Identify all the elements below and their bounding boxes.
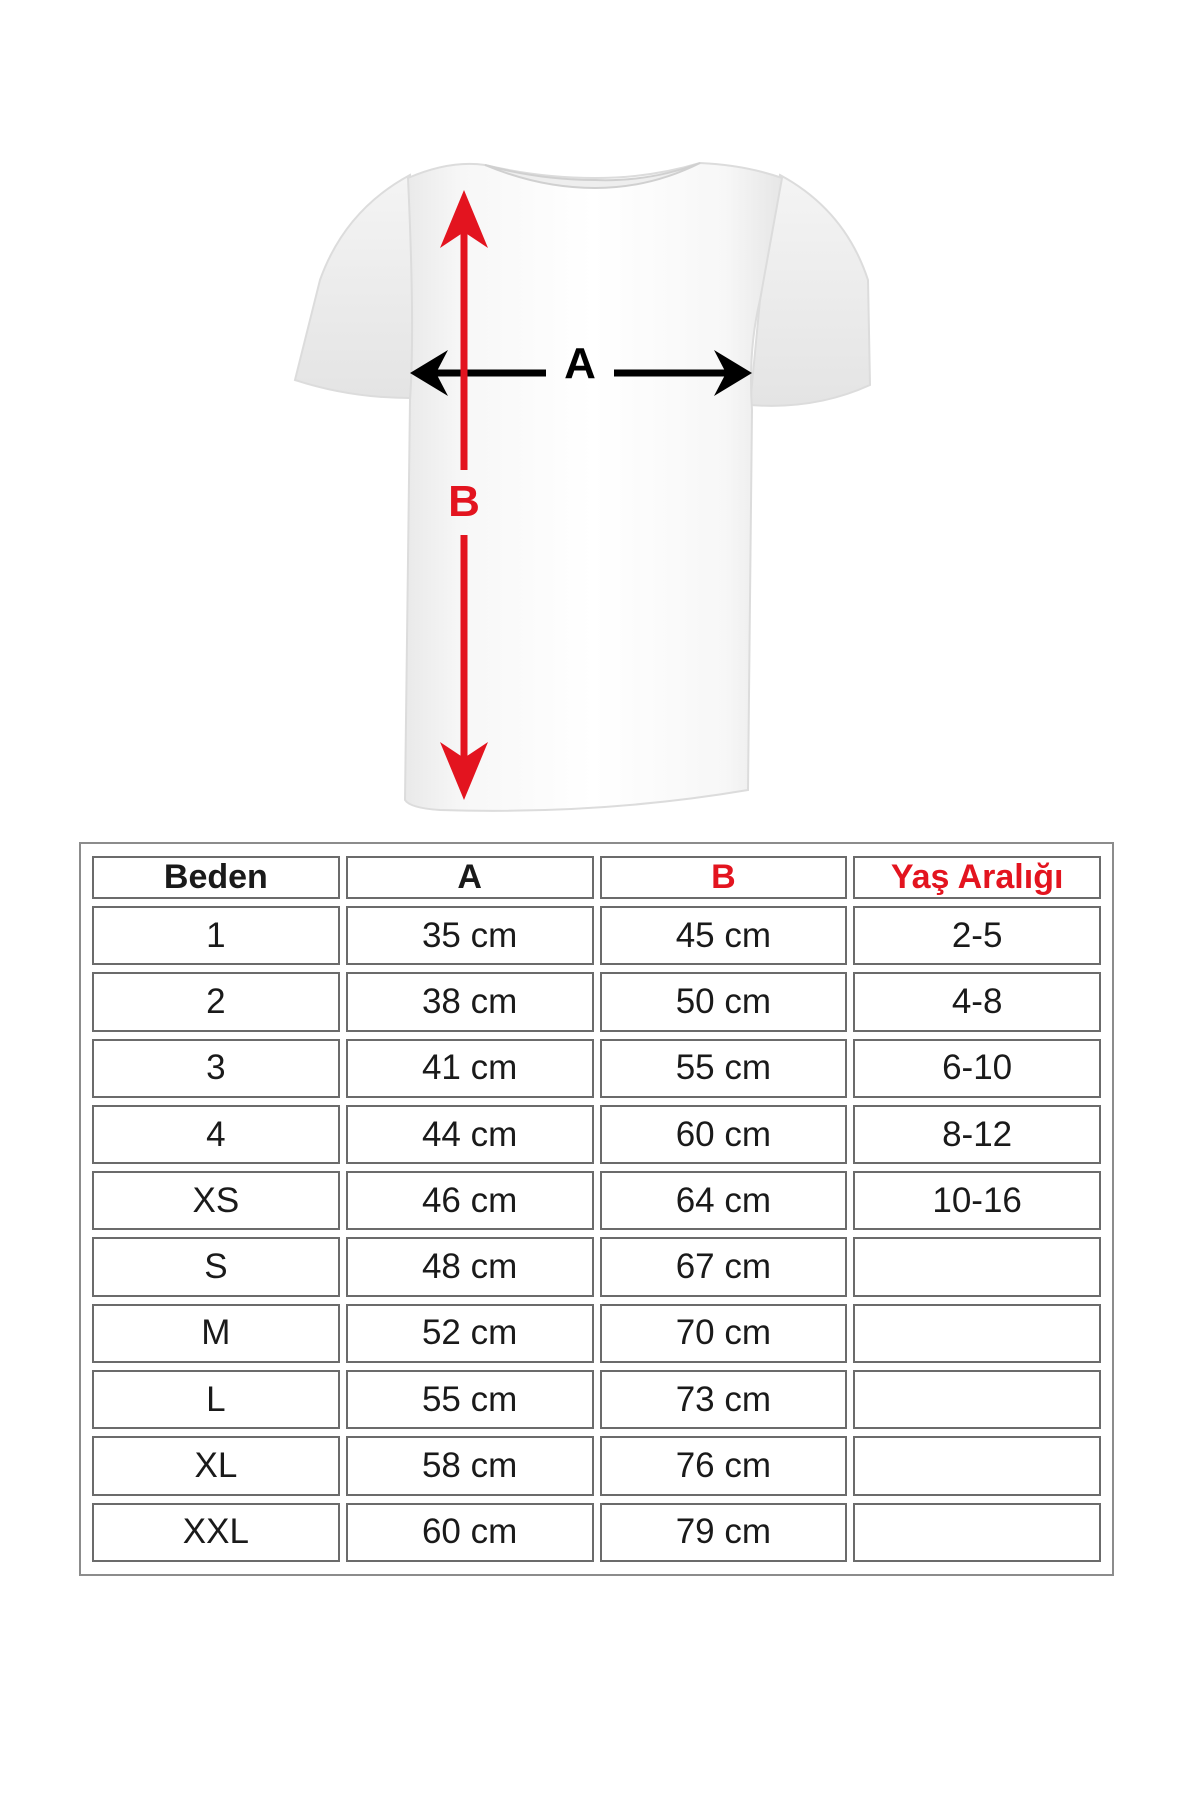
cell-b: 73 cm xyxy=(600,1370,848,1429)
cell-a: 44 cm xyxy=(346,1105,594,1164)
cell-size: 2 xyxy=(92,972,340,1031)
cell-b: 60 cm xyxy=(600,1105,848,1164)
table-row xyxy=(92,1039,1101,1098)
header-beden: Beden xyxy=(92,856,340,899)
tshirt-diagram xyxy=(0,0,1200,820)
cell-age: 2-5 xyxy=(853,906,1101,965)
cell-size: L xyxy=(92,1370,340,1429)
size-table xyxy=(86,849,1107,1569)
left-sleeve xyxy=(295,175,418,398)
cell-a: 58 cm xyxy=(346,1436,594,1495)
cell-b: 67 cm xyxy=(600,1237,848,1296)
cell-age xyxy=(853,1304,1101,1363)
cell-b: 70 cm xyxy=(600,1304,848,1363)
cell-a: 38 cm xyxy=(346,972,594,1031)
cell-b: 64 cm xyxy=(600,1171,848,1230)
cell-a: 35 cm xyxy=(346,906,594,965)
cell-size: 1 xyxy=(92,906,340,965)
cell-age: 6-10 xyxy=(853,1039,1101,1098)
table-row xyxy=(92,1105,1101,1164)
cell-age: 4-8 xyxy=(853,972,1101,1031)
cell-age: 8-12 xyxy=(853,1105,1101,1164)
cell-size: XS xyxy=(92,1171,340,1230)
cell-a: 46 cm xyxy=(346,1171,594,1230)
table-header-row xyxy=(92,856,1101,899)
cell-age: 10-16 xyxy=(853,1171,1101,1230)
size-table-frame xyxy=(79,842,1114,1576)
cell-age xyxy=(853,1503,1101,1562)
table-row xyxy=(92,1370,1101,1429)
cell-a: 48 cm xyxy=(346,1237,594,1296)
cell-b: 50 cm xyxy=(600,972,848,1031)
cell-size: XL xyxy=(92,1436,340,1495)
cell-size: XXL xyxy=(92,1503,340,1562)
cell-size: S xyxy=(92,1237,340,1296)
cell-b: 79 cm xyxy=(600,1503,848,1562)
cell-size: M xyxy=(92,1304,340,1363)
table-row xyxy=(92,1436,1101,1495)
cell-size: 3 xyxy=(92,1039,340,1098)
cell-age xyxy=(853,1436,1101,1495)
cell-size: 4 xyxy=(92,1105,340,1164)
table-row xyxy=(92,906,1101,965)
table-row xyxy=(92,1171,1101,1230)
length-label: B xyxy=(448,477,480,526)
tshirt-illustration xyxy=(0,0,1200,820)
cell-a: 52 cm xyxy=(346,1304,594,1363)
cell-age xyxy=(853,1237,1101,1296)
cell-a: 55 cm xyxy=(346,1370,594,1429)
table-row xyxy=(92,1237,1101,1296)
table-row xyxy=(92,1503,1101,1562)
cell-age xyxy=(853,1370,1101,1429)
header-b: B xyxy=(600,856,848,899)
cell-b: 45 cm xyxy=(600,906,848,965)
header-yas-araligi: Yaş Aralığı xyxy=(853,856,1101,899)
table-row xyxy=(92,972,1101,1031)
width-label: A xyxy=(564,339,596,388)
header-a: A xyxy=(346,856,594,899)
cell-b: 76 cm xyxy=(600,1436,848,1495)
cell-a: 41 cm xyxy=(346,1039,594,1098)
cell-b: 55 cm xyxy=(600,1039,848,1098)
cell-a: 60 cm xyxy=(346,1503,594,1562)
table-row xyxy=(92,1304,1101,1363)
